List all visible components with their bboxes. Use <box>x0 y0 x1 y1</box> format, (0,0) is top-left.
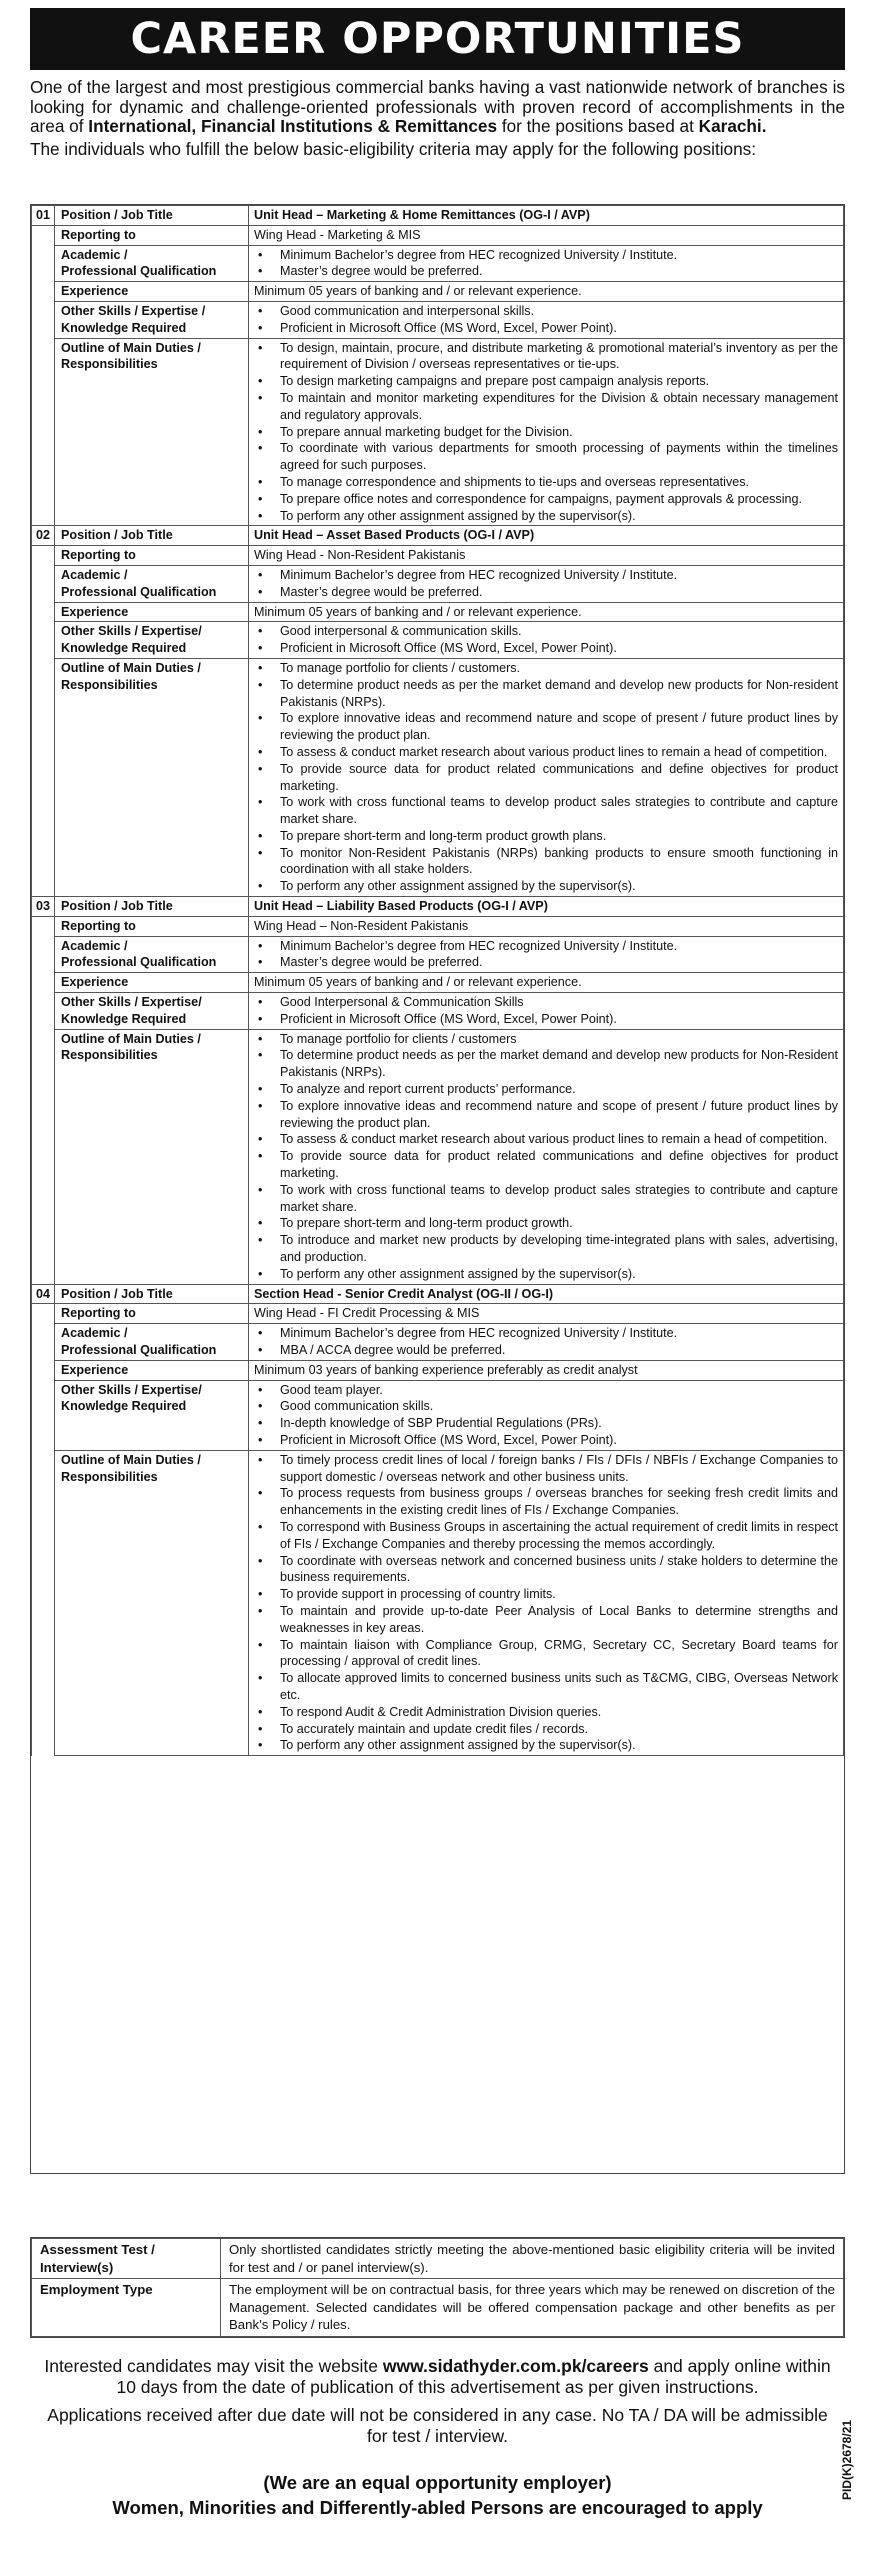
duties-label-line1: Outline of Main Duties / <box>61 1031 201 1046</box>
number-spacer <box>32 1304 55 1324</box>
terms-frame <box>30 2237 845 2338</box>
publication-id: PID(K)2678/21 <box>840 2419 854 2500</box>
bullet-item: • To timely process credit lines of local / foreign banks / FIs / DFIs / NBFIs / Exchange Companies to support domestic / overseas network and other business units. <box>254 1452 838 1486</box>
duties-label-line1: Outline of Main Duties / <box>61 660 201 675</box>
assessment-label <box>32 2239 221 2279</box>
bullet-item: • To provide source data for product related communications and define objectives for product marketing. <box>254 1148 838 1182</box>
late-applications-notice: Applications received after due date will not be considered in any case. No TA / DA will be admissible for test / interview. <box>47 2405 828 2446</box>
skills-label-line2: Knowledge Required <box>61 1399 187 1414</box>
position-row <box>32 526 844 546</box>
intro-text: One of the largest and most prestigious commercial banks having a vast nationwide network of branches is looking for dynamic and challenge-oriented professionals with proven record of accomplishments in the area of <box>30 77 845 136</box>
number-spacer <box>32 546 55 566</box>
bullet-item: • Master’s degree would be preferred. <box>254 584 838 601</box>
skills-row <box>32 993 844 1030</box>
academic-label <box>55 245 249 282</box>
bullet-item: • Good communication skills. <box>254 1398 838 1415</box>
reporting-label-line1: Reporting to <box>61 548 136 563</box>
position-number: 04 <box>32 1284 55 1304</box>
position-title: Unit Head – Marketing & Home Remittances (OG-I / AVP) <box>249 206 844 226</box>
experience-value: Minimum 05 years of banking and / or relevant experience. <box>249 282 844 302</box>
number-spacer <box>32 245 55 282</box>
experience-label <box>55 1360 249 1380</box>
skills-label-line2: Knowledge Required <box>61 1011 187 1026</box>
apply-instructions <box>40 2356 835 2398</box>
number-spacer <box>32 1029 55 1284</box>
academic-label-line1: Academic / <box>61 567 128 582</box>
duties-label-line2: Responsibilities <box>61 677 158 692</box>
reporting-value: Wing Head - Marketing & MIS <box>249 225 844 245</box>
number-spacer <box>32 1324 55 1361</box>
academic-label <box>55 565 249 602</box>
equal-opportunity-line: (We are an equal opportunity employer) <box>263 2472 612 2493</box>
experience-label-line1: Experience <box>61 975 129 990</box>
experience-label-line1: Experience <box>61 604 129 619</box>
number-spacer <box>32 1380 55 1450</box>
bullet-item: • To analyze and report current products’ performance. <box>254 1081 838 1098</box>
bullet-item: • To introduce and market new products by developing time-integrated plans with sales, advertising, and production. <box>254 1232 838 1266</box>
intro-paragraph <box>30 78 845 137</box>
position-number: 01 <box>32 206 55 226</box>
bullet-item: • To assess & conduct market research about various product lines to remain a head of competition. <box>254 744 838 761</box>
number-spacer <box>32 936 55 973</box>
number-spacer <box>32 916 55 936</box>
bullet-item: • MBA / ACCA degree would be preferred. <box>254 1342 838 1359</box>
bullet-item: • To maintain and monitor marketing expenditures for the Division & obtain necessary management and regulatory approvals. <box>254 390 838 424</box>
duties-label <box>55 1450 249 1755</box>
position-title: Unit Head – Liability Based Products (OG-I / AVP) <box>249 897 844 917</box>
reporting-value: Wing Head – Non-Resident Pakistanis <box>249 916 844 936</box>
academic-row <box>32 245 844 282</box>
experience-label <box>55 973 249 993</box>
bullet-item: • To respond Audit & Credit Administration Division queries. <box>254 1704 838 1721</box>
bullet-item: • To prepare annual marketing budget for the Division. <box>254 424 838 441</box>
skills-label-line1: Other Skills / Expertise/ <box>61 1382 202 1397</box>
bullet-item: • Proficient in Microsoft Office (MS Word, Excel, Power Point). <box>254 1011 838 1028</box>
assessment-label-line2: Interview(s) <box>40 2259 114 2275</box>
bullet-item: • To provide source data for product related communications and define objectives for product marketing. <box>254 761 838 795</box>
bullet-item: • To manage correspondence and shipments to tie-ups and overseas representatives. <box>254 474 838 491</box>
position-row <box>32 897 844 917</box>
skills-value-list <box>254 1382 838 1449</box>
number-spacer <box>32 301 55 338</box>
bullet-item: • To monitor Non-Resident Pakistanis (NRPs) banking products to ensure smooth functioning in coordination with all stake holders. <box>254 845 838 879</box>
reporting-label-line1: Reporting to <box>61 227 136 242</box>
academic-value <box>249 565 844 602</box>
bullet-item: • To allocate approved limits to concerned business units such as T&CMG, CIBG, Overseas Network etc. <box>254 1670 838 1704</box>
position-number: 02 <box>32 526 55 546</box>
academic-value-list <box>254 938 838 972</box>
skills-value <box>249 301 844 338</box>
skills-label-line1: Other Skills / Expertise/ <box>61 624 202 639</box>
duties-label <box>55 338 249 526</box>
bullet-item: • To explore innovative ideas and recommend nature and scope of present / future product lines by reviewing the product plan. <box>254 710 838 744</box>
duties-label <box>55 658 249 896</box>
employment-row <box>32 2279 844 2337</box>
skills-label-line1: Other Skills / Expertise / <box>61 303 206 318</box>
assessment-label-line1: Assessment Test / <box>40 2242 155 2257</box>
assessment-row <box>32 2239 844 2279</box>
number-spacer <box>32 282 55 302</box>
duties-value-list <box>254 1031 838 1283</box>
experience-row <box>32 602 844 622</box>
terms-table <box>31 2238 844 2337</box>
academic-row <box>32 936 844 973</box>
reporting-value: Wing Head - FI Credit Processing & MIS <box>249 1304 844 1324</box>
bullet-item: • To coordinate with various departments for smooth processing of payments within the timelines agreed for such purposes. <box>254 440 838 474</box>
position-row <box>32 206 844 226</box>
experience-value: Minimum 05 years of banking and / or relevant experience. <box>249 973 844 993</box>
duties-label-line1: Outline of Main Duties / <box>61 1452 201 1467</box>
position-title: Unit Head – Asset Based Products (OG-I / AVP) <box>249 526 844 546</box>
academic-label-line2: Professional Qualification <box>61 955 217 970</box>
academic-value-list <box>254 247 838 281</box>
experience-row <box>32 973 844 993</box>
bullet-item: • Minimum Bachelor’s degree from HEC recognized University / Institute. <box>254 567 838 584</box>
experience-label-line1: Experience <box>61 1362 129 1377</box>
number-spacer <box>32 973 55 993</box>
academic-value-list <box>254 1325 838 1359</box>
reporting-label <box>55 1304 249 1324</box>
reporting-label-line1: Reporting to <box>61 1306 136 1321</box>
skills-row <box>32 1380 844 1450</box>
position-label: Position / Job Title <box>55 206 249 226</box>
number-spacer <box>32 993 55 1030</box>
academic-label-line1: Academic / <box>61 247 128 262</box>
equal-opportunity-block <box>40 2470 835 2520</box>
number-spacer <box>32 602 55 622</box>
positions-table <box>31 205 844 1756</box>
skills-label <box>55 622 249 659</box>
duties-value <box>249 1029 844 1284</box>
reporting-row <box>32 916 844 936</box>
academic-row <box>32 1324 844 1361</box>
apply-post: and apply online within 10 days from the date of publication of this advertisement as per given instructions. <box>116 2356 831 2397</box>
skills-row <box>32 622 844 659</box>
reporting-label-line1: Reporting to <box>61 918 136 933</box>
bullet-item: • To manage portfolio for clients / customers. <box>254 660 838 677</box>
bullet-item: • Good team player. <box>254 1382 838 1399</box>
experience-value: Minimum 05 years of banking and / or relevant experience. <box>249 602 844 622</box>
bullet-item: • To maintain liaison with Compliance Group, CRMG, Secretary CC, Secretary Board teams for processing / approval of credit lines. <box>254 1637 838 1671</box>
academic-label-line2: Professional Qualification <box>61 264 217 279</box>
skills-label-line2: Knowledge Required <box>61 320 187 335</box>
academic-label-line1: Academic / <box>61 1326 128 1341</box>
experience-label <box>55 282 249 302</box>
bullet-item: • To perform any other assignment assigned by the supervisor(s). <box>254 1737 838 1754</box>
skills-value <box>249 993 844 1030</box>
title-banner <box>30 8 845 70</box>
bullet-item: • Good communication and interpersonal skills. <box>254 303 838 320</box>
number-spacer <box>32 225 55 245</box>
skills-row <box>32 301 844 338</box>
intro-section <box>30 78 845 159</box>
skills-label <box>55 1380 249 1450</box>
duties-value <box>249 658 844 896</box>
bullet-item: • Proficient in Microsoft Office (MS Word, Excel, Power Point). <box>254 1432 838 1449</box>
number-spacer <box>32 338 55 526</box>
intro-city: Karachi. <box>698 116 767 136</box>
employment-text: The employment will be on contractual basis, for three years which may be renewed on discretion of the Management. Selected candidates will be offered compensation package and other benefits as per Bank’s Policy / rules. <box>221 2279 844 2337</box>
skills-value-list <box>254 303 838 337</box>
reporting-row <box>32 546 844 566</box>
duties-row <box>32 338 844 526</box>
duties-label-line2: Responsibilities <box>61 357 158 372</box>
bullet-item: • Good interpersonal & communication skills. <box>254 623 838 640</box>
bullet-item: • To coordinate with overseas network and concerned business units / stake holders to determine the business requirements. <box>254 1553 838 1587</box>
bullet-item: • To prepare short-term and long-term product growth plans. <box>254 828 838 845</box>
bullet-item: • To process requests from business groups / overseas branches for seeking fresh credit limits and enhancements in the existing credit lines of FIs / Exchange Companies. <box>254 1485 838 1519</box>
academic-label-line2: Professional Qualification <box>61 584 217 599</box>
position-label: Position / Job Title <box>55 897 249 917</box>
academic-row <box>32 565 844 602</box>
bullet-item: • Minimum Bachelor’s degree from HEC recognized University / Institute. <box>254 247 838 264</box>
duties-value <box>249 338 844 526</box>
reporting-row <box>32 1304 844 1324</box>
duties-row <box>32 1450 844 1755</box>
page-title: CAREER OPPORTUNITIES <box>130 14 745 64</box>
bullet-item: • Proficient in Microsoft Office (MS Word, Excel, Power Point). <box>254 640 838 657</box>
bullet-item: • To perform any other assignment assigned by the supervisor(s). <box>254 878 838 895</box>
experience-label <box>55 602 249 622</box>
academic-value <box>249 936 844 973</box>
skills-label <box>55 993 249 1030</box>
duties-label <box>55 1029 249 1284</box>
duties-label-line2: Responsibilities <box>61 1048 158 1063</box>
bullet-item: • To explore innovative ideas and recommend nature and scope of present / future product lines by reviewing the product plan. <box>254 1098 838 1132</box>
duties-value-list <box>254 340 838 525</box>
duties-row <box>32 658 844 896</box>
position-label: Position / Job Title <box>55 526 249 546</box>
bullet-item: • Minimum Bachelor’s degree from HEC recognized University / Institute. <box>254 1325 838 1342</box>
number-spacer <box>32 658 55 896</box>
duties-label-line2: Responsibilities <box>61 1469 158 1484</box>
bullet-item: • To accurately maintain and update credit files / records. <box>254 1721 838 1738</box>
skills-label-line1: Other Skills / Expertise/ <box>61 995 202 1010</box>
bullet-item: • To prepare office notes and correspondence for campaigns, payment approvals & processing. <box>254 491 838 508</box>
reporting-label <box>55 225 249 245</box>
bullet-item: • Minimum Bachelor’s degree from HEC recognized University / Institute. <box>254 938 838 955</box>
bullet-item: • To determine product needs as per the market demand and develop new products for Non-Resident Pakistanis (NRPs). <box>254 1047 838 1081</box>
academic-label <box>55 1324 249 1361</box>
academic-value-list <box>254 567 838 601</box>
bullet-item: • To determine product needs as per the market demand and develop new products for Non-resident Pakistanis (NRPs). <box>254 677 838 711</box>
reporting-label <box>55 916 249 936</box>
bullet-item: • To assess & conduct market research about various product lines to remain a head of competition. <box>254 1131 838 1148</box>
bullet-item: • To correspond with Business Groups in ascertaining the actual requirement of credit limits in respect of FIs / Exchange Companies and thereby processing the memos accordingly. <box>254 1519 838 1553</box>
experience-value: Minimum 03 years of banking experience preferably as credit analyst <box>249 1360 844 1380</box>
reporting-row <box>32 225 844 245</box>
duties-value <box>249 1450 844 1755</box>
academic-label-line1: Academic / <box>61 938 128 953</box>
careers-link[interactable]: www.sidathyder.com.pk/careers <box>382 2356 649 2376</box>
duties-value-list <box>254 1452 838 1754</box>
academic-value <box>249 1324 844 1361</box>
skills-label-line2: Knowledge Required <box>61 641 187 656</box>
bullet-item: • Proficient in Microsoft Office (MS Word, Excel, Power Point). <box>254 320 838 337</box>
bullet-item: • To manage portfolio for clients / customers <box>254 1031 838 1048</box>
position-title: Section Head - Senior Credit Analyst (OG-II / OG-I) <box>249 1284 844 1304</box>
reporting-value: Wing Head - Non-Resident Pakistanis <box>249 546 844 566</box>
bullet-item: • In-depth knowledge of SBP Prudential Regulations (PRs). <box>254 1415 838 1432</box>
employment-label: Employment Type <box>32 2279 221 2337</box>
eligibility-note: The individuals who fulfill the below basic-eligibility criteria may apply for the following positions: <box>30 138 757 159</box>
number-spacer <box>32 565 55 602</box>
bullet-item: • Master’s degree would be preferred. <box>254 263 838 280</box>
duties-value-list <box>254 660 838 895</box>
duties-label-line1: Outline of Main Duties / <box>61 340 201 355</box>
bullet-item: • To design marketing campaigns and prepare post campaign analysis reports. <box>254 373 838 390</box>
encouragement-line: Women, Minorities and Differently-abled Persons are encouraged to apply <box>112 2497 763 2518</box>
experience-label-line1: Experience <box>61 284 129 299</box>
skills-value-list <box>254 994 838 1028</box>
position-label: Position / Job Title <box>55 1284 249 1304</box>
academic-value <box>249 245 844 282</box>
bullet-item: • To perform any other assignment assigned by the supervisor(s). <box>254 508 838 525</box>
position-row <box>32 1284 844 1304</box>
skills-value-list <box>254 623 838 657</box>
bullet-item: • To provide support in processing of country limits. <box>254 1586 838 1603</box>
bullet-item: • Good Interpersonal & Communication Skills <box>254 994 838 1011</box>
experience-row <box>32 282 844 302</box>
bullet-item: • To work with cross functional teams to develop product sales strategies to contribute and capture market share. <box>254 794 838 828</box>
academic-label-line2: Professional Qualification <box>61 1343 217 1357</box>
number-spacer <box>32 1450 55 1755</box>
assessment-text: Only shortlisted candidates strictly meeting the above-mentioned basic eligibility criteria will be invited for test and / or panel interview(s). <box>221 2239 844 2279</box>
bullet-item: • To perform any other assignment assigned by the supervisor(s). <box>254 1266 838 1283</box>
number-spacer <box>32 1360 55 1380</box>
intro-text-mid: for the positions based at <box>497 116 699 136</box>
bullet-item: • Master’s degree would be preferred. <box>254 954 838 971</box>
skills-label <box>55 301 249 338</box>
bullet-item: • To work with cross functional teams to develop product sales strategies to contribute and capture market share. <box>254 1182 838 1216</box>
bullet-item: • To maintain and provide up-to-date Peer Analysis of Local Banks to determine strengths and weaknesses in key areas. <box>254 1603 838 1637</box>
bullet-item: • To design, maintain, procure, and distribute marketing & promotional material’s inventory as per the requirement of Division / overseas representatives or tie-ups. <box>254 340 838 374</box>
intro-area: International, Financial Institutions & Remittances <box>88 116 498 136</box>
bullet-item: • To prepare short-term and long-term product growth. <box>254 1215 838 1232</box>
number-spacer <box>32 622 55 659</box>
academic-label <box>55 936 249 973</box>
position-number: 03 <box>32 897 55 917</box>
reporting-label <box>55 546 249 566</box>
positions-frame <box>30 204 845 2174</box>
duties-row <box>32 1029 844 1284</box>
skills-value <box>249 622 844 659</box>
skills-value <box>249 1380 844 1450</box>
experience-row <box>32 1360 844 1380</box>
apply-pre: Interested candidates may visit the website <box>44 2356 383 2376</box>
